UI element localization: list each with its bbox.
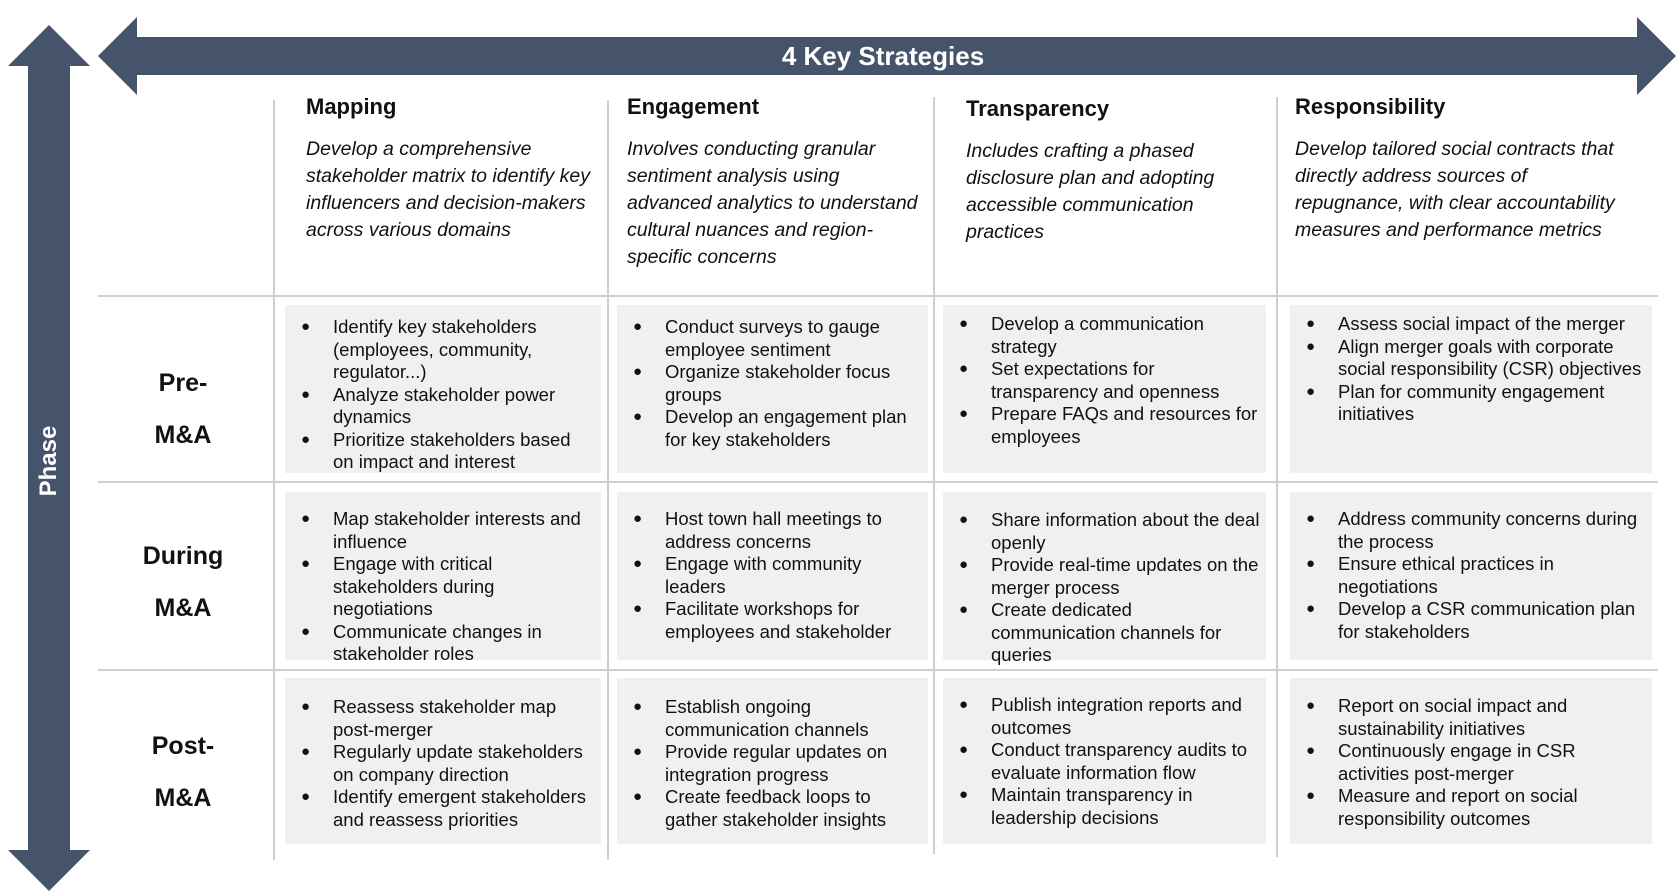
list-item: ● Develop a communication strategy xyxy=(943,313,1260,358)
list-item: ● Analyze stakeholder power dynamics xyxy=(285,384,595,429)
list-item: ● Develop a CSR communication plan for stakeholders xyxy=(1290,598,1646,643)
strategy-description: Involves conducting granular sentiment analysis using advanced analytics to understand cultural nuances and region-specific concerns xyxy=(627,138,918,268)
strategy-header-responsibility xyxy=(1295,94,1630,244)
cell-post-ma-mapping xyxy=(285,678,601,844)
list-item: ● Facilitate workshops for employees and stakeholder xyxy=(617,598,922,643)
cell-pre-ma-responsibility xyxy=(1290,305,1652,473)
bullet-list xyxy=(285,508,595,666)
list-item: ● Engage with critical stakeholders during negotiations xyxy=(285,553,595,621)
list-item: ● Develop an engagement plan for key stakeholders xyxy=(617,406,922,451)
cell-during-ma-transparency xyxy=(943,492,1266,665)
list-item: ● Host town hall meetings to address concerns xyxy=(617,508,922,553)
strategy-title: Mapping xyxy=(306,94,397,119)
bullet-list xyxy=(1290,313,1646,426)
strategy-header-transparency xyxy=(966,96,1236,246)
bullet-list xyxy=(943,313,1260,448)
list-item: ● Engage with community leaders xyxy=(617,553,922,598)
cell-pre-ma-transparency xyxy=(943,305,1266,473)
cell-post-ma-responsibility xyxy=(1290,678,1652,844)
grid-line-vertical xyxy=(273,100,275,860)
list-item: ● Conduct transparency audits to evaluate information flow xyxy=(943,739,1260,784)
cell-during-ma-mapping xyxy=(285,492,601,664)
list-item: ● Report on social impact and sustainability initiatives xyxy=(1290,695,1646,740)
list-item: ● Create dedicated communication channels for queries xyxy=(943,599,1260,667)
bullet-list xyxy=(943,509,1260,667)
key-strategies-title: 4 Key Strategies xyxy=(781,41,985,71)
phase-label-line: Pre- xyxy=(158,369,208,397)
phase-axis-label: Phase xyxy=(35,425,62,497)
list-item: ● Prioritize stakeholders based on impact and interest xyxy=(285,429,595,474)
cell-post-ma-transparency xyxy=(943,678,1266,844)
list-item: ● Assess social impact of the merger xyxy=(1290,313,1646,336)
grid-line-vertical xyxy=(607,100,609,860)
list-item: ● Ensure ethical practices in negotiations xyxy=(1290,553,1646,598)
strategy-header-mapping xyxy=(306,94,606,244)
list-item: ● Measure and report on social responsibility outcomes xyxy=(1290,785,1646,830)
list-item: ● Set expectations for transparency and openness xyxy=(943,358,1260,403)
list-item: ● Identify key stakeholders (employees, community, regulator...) xyxy=(285,316,595,384)
strategy-description: Includes crafting a phased disclosure plan and adopting accessible communication practices xyxy=(966,140,1215,243)
phase-label-pre-ma xyxy=(98,357,268,461)
list-item: ● Address community concerns during the process xyxy=(1290,508,1646,553)
cell-pre-ma-engagement xyxy=(617,305,928,473)
list-item: ● Create feedback loops to gather stakeholder insights xyxy=(617,786,922,831)
cell-pre-ma-mapping xyxy=(285,305,601,473)
grid-line-vertical xyxy=(1276,97,1278,857)
strategy-title: Engagement xyxy=(627,94,760,119)
grid-line-horizontal xyxy=(98,295,1658,297)
list-item: ● Maintain transparency in leadership decisions xyxy=(943,784,1260,829)
list-item: ● Plan for community engagement initiatives xyxy=(1290,381,1646,426)
list-item: ● Map stakeholder interests and influence xyxy=(285,508,595,553)
bullet-list xyxy=(617,508,922,643)
list-item: ● Communicate changes in stakeholder roles xyxy=(285,621,595,666)
list-item: ● Continuously engage in CSR activities post-merger xyxy=(1290,740,1646,785)
list-item: ● Provide real-time updates on the merger process xyxy=(943,554,1260,599)
list-item: ● Organize stakeholder focus groups xyxy=(617,361,922,406)
list-item: ● Establish ongoing communication channels xyxy=(617,696,922,741)
grid-line-vertical xyxy=(933,97,935,854)
phase-label-line: M&A xyxy=(154,594,212,622)
list-item: ● Regularly update stakeholders on company direction xyxy=(285,741,595,786)
bullet-list xyxy=(1290,508,1646,643)
strategy-title: Responsibility xyxy=(1295,94,1446,119)
phase-label-line: Post- xyxy=(151,732,215,760)
phase-label-line: M&A xyxy=(154,784,212,812)
phase-label-post-ma xyxy=(98,720,268,824)
phase-label-during-ma xyxy=(98,530,268,634)
list-item: ● Prepare FAQs and resources for employees xyxy=(943,403,1260,448)
bullet-list xyxy=(943,694,1260,829)
bullet-list xyxy=(617,696,922,831)
cell-during-ma-engagement xyxy=(617,492,928,660)
phase-label-line: M&A xyxy=(154,421,212,449)
strategy-description: Develop a comprehensive stakeholder matrix to identify key influencers and decision-makers across various domains xyxy=(306,138,590,241)
list-item: ● Reassess stakeholder map post-merger xyxy=(285,696,595,741)
list-item: ● Publish integration reports and outcomes xyxy=(943,694,1260,739)
strategy-description: Develop tailored social contracts that directly address sources of repugnance, with clear accountability measures and performance metrics xyxy=(1295,138,1615,241)
list-item: ● Conduct surveys to gauge employee sentiment xyxy=(617,316,922,361)
bullet-list xyxy=(617,316,922,451)
list-item: ● Provide regular updates on integration progress xyxy=(617,741,922,786)
bullet-list xyxy=(285,316,595,474)
list-item: ● Identify emergent stakeholders and reassess priorities xyxy=(285,786,595,831)
bullet-list xyxy=(285,696,595,831)
cell-post-ma-engagement xyxy=(617,678,928,844)
list-item: ● Align merger goals with corporate social responsibility (CSR) objectives xyxy=(1290,336,1646,381)
grid-line-horizontal xyxy=(98,669,1658,671)
grid-line-horizontal xyxy=(98,481,1658,483)
bullet-list xyxy=(1290,695,1646,830)
strategy-header-engagement xyxy=(627,94,927,271)
list-item: ● Share information about the deal openly xyxy=(943,509,1260,554)
strategy-title: Transparency xyxy=(966,96,1110,121)
phase-label-line: During xyxy=(142,542,224,570)
cell-during-ma-responsibility xyxy=(1290,492,1652,660)
